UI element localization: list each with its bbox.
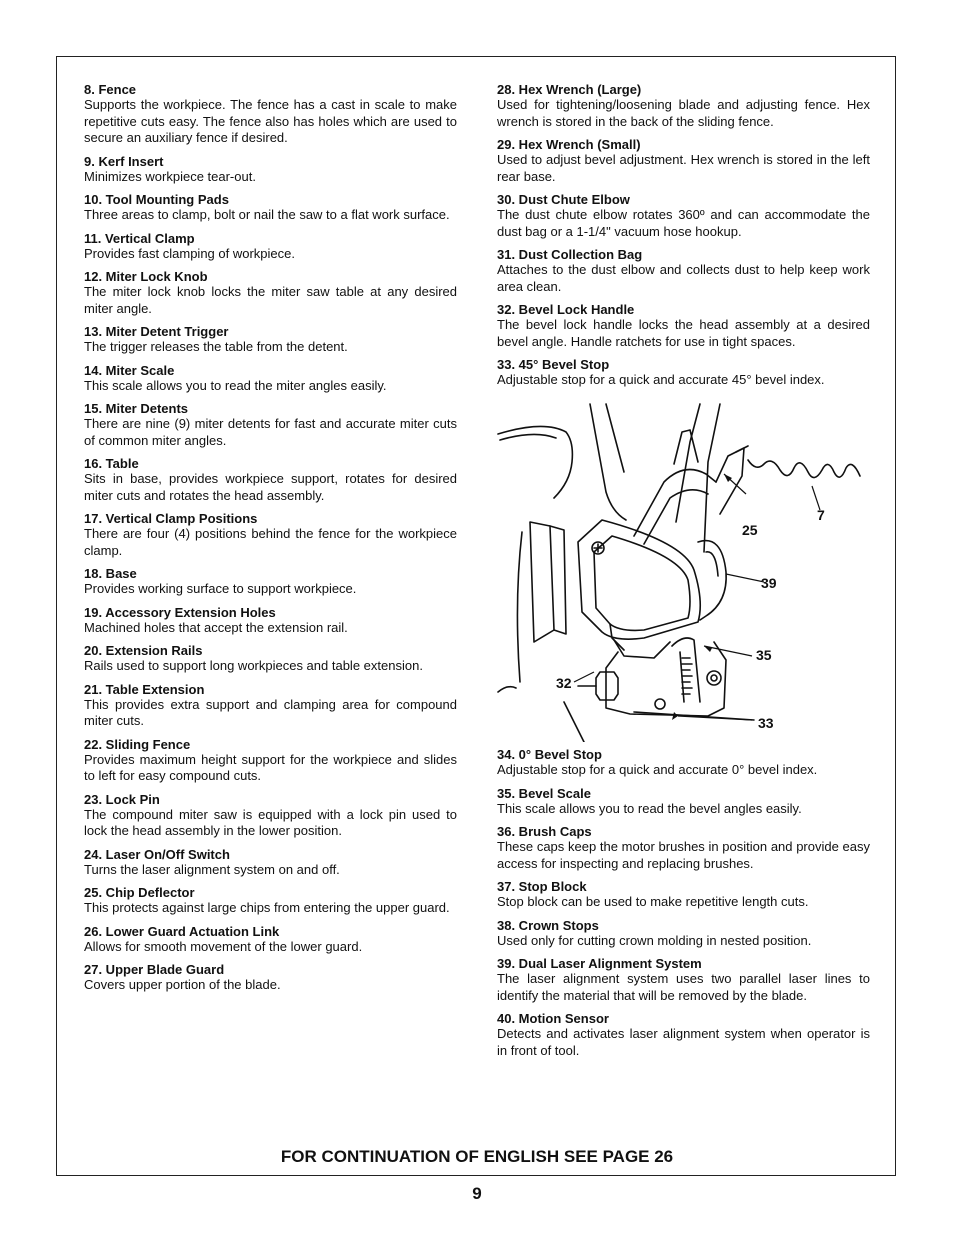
feature-description: Stop block can be used to make repetitive length cuts. <box>497 894 809 909</box>
feature-title: 28. Hex Wrench (Large) <box>497 82 642 97</box>
feature-title: 25. Chip Deflector <box>84 885 195 900</box>
feature-description: Turns the laser alignment system on and off. <box>84 861 340 877</box>
feature-title: 34. 0° Bevel Stop <box>497 747 602 762</box>
feature-description: Allows for smooth movement of the lower guard. <box>84 938 363 954</box>
feature-description: The laser alignment system uses two parallel laser lines to identify the material that will be removed by the blade. <box>497 971 870 1003</box>
feature-description: This protects against large chips from entering the upper guard. <box>84 900 450 915</box>
callout-32: 32 <box>556 675 572 691</box>
callout-35: 35 <box>756 647 772 663</box>
page-number: 9 <box>472 1184 482 1203</box>
feature-entry <box>497 357 870 389</box>
feature-description: Minimizes workpiece tear-out. <box>84 168 256 184</box>
feature-entry <box>84 566 457 598</box>
feature-title: 10. Tool Mounting Pads <box>84 192 229 207</box>
feature-description: Machined holes that accept the extension rail. <box>84 619 348 635</box>
feature-entry <box>84 792 457 840</box>
feature-entry <box>84 363 457 395</box>
feature-title: 40. Motion Sensor <box>497 1011 609 1026</box>
feature-entry <box>497 786 870 818</box>
feature-entry <box>497 137 870 185</box>
feature-title: 12. Miter Lock Knob <box>84 269 208 284</box>
feature-entry <box>497 747 870 779</box>
feature-title: 23. Lock Pin <box>84 791 160 807</box>
feature-entry <box>84 682 457 730</box>
feature-description: Covers upper portion of the blade. <box>84 977 281 992</box>
feature-title: 19. Accessory Extension Holes <box>84 604 276 620</box>
feature-description: Used only for cutting crown molding in nested position. <box>497 932 812 948</box>
feature-description: This scale allows you to read the miter angles easily. <box>84 377 387 393</box>
feature-entry <box>497 918 870 950</box>
feature-entry <box>84 847 457 879</box>
feature-description: The compound miter saw is equipped with a lock pin used to lock the head assembly in the lower position. <box>84 806 457 838</box>
feature-description: Sits in base, provides workpiece support, rotates for desired miter cuts and rotates the head assembly. <box>84 471 457 503</box>
feature-entry <box>84 82 457 147</box>
right-column-top <box>497 82 870 396</box>
bevel-assembly-illustration <box>494 402 874 742</box>
feature-title: 36. Brush Caps <box>497 824 592 839</box>
feature-entry <box>497 302 870 350</box>
feature-entry <box>497 824 870 872</box>
feature-entry <box>497 192 870 240</box>
feature-title: 11. Vertical Clamp <box>84 230 195 246</box>
feature-description: There are four (4) positions behind the fence for the workpiece clamp. <box>84 526 457 558</box>
feature-title: 16. Table <box>84 456 139 471</box>
feature-title: 21. Table Extension <box>84 681 205 697</box>
feature-entry <box>497 82 870 130</box>
feature-entry <box>84 737 457 785</box>
feature-title: 35. Bevel Scale <box>497 785 591 801</box>
feature-description: Attaches to the dust elbow and collects dust to help keep work area clean. <box>497 262 870 294</box>
feature-description: Provides fast clamping of workpiece. <box>84 245 295 261</box>
feature-description: Used to adjust bevel adjustment. Hex wrench is stored in the left rear base. <box>497 152 870 184</box>
callout-39: 39 <box>761 575 777 591</box>
feature-description: Rails used to support long workpieces and table extension. <box>84 658 423 673</box>
feature-title: 29. Hex Wrench (Small) <box>497 137 641 152</box>
feature-description: Used for tightening/loosening blade and adjusting fence. Hex wrench is stored in the back of the sliding fence. <box>497 97 870 129</box>
feature-title: 31. Dust Collection Bag <box>497 247 643 262</box>
feature-entry <box>84 511 457 559</box>
feature-entry <box>84 401 457 449</box>
feature-description: The miter lock knob locks the miter saw table at any desired miter angle. <box>84 284 457 316</box>
feature-description: These caps keep the motor brushes in position and provide easy access for inspecting and replacing brushes. <box>497 839 870 871</box>
feature-description: Three areas to clamp, bolt or nail the saw to a flat work surface. <box>84 207 450 222</box>
feature-title: 38. Crown Stops <box>497 917 599 933</box>
feature-title: 8. Fence <box>84 82 137 97</box>
feature-title: 37. Stop Block <box>497 879 587 894</box>
feature-entry <box>497 247 870 295</box>
feature-description: Detects and activates laser alignment system when operator is in front of tool. <box>497 1026 870 1058</box>
feature-entry <box>84 885 457 917</box>
feature-description: Provides maximum height support for the workpiece and slides to left for easy compound cuts. <box>84 751 457 783</box>
right-column-bottom <box>497 747 870 1066</box>
feature-title: 17. Vertical Clamp Positions <box>84 511 258 526</box>
feature-entry <box>84 324 457 356</box>
callout-25: 25 <box>742 522 758 538</box>
feature-title: 20. Extension Rails <box>84 643 203 658</box>
feature-title: 9. Kerf Insert <box>84 153 164 169</box>
feature-description: Provides working surface to support workpiece. <box>84 581 357 596</box>
feature-title: 33. 45° Bevel Stop <box>497 357 610 372</box>
feature-entry <box>84 269 457 317</box>
feature-description: Adjustable stop for a quick and accurate 0° bevel index. <box>497 762 818 777</box>
feature-title: 27. Upper Blade Guard <box>84 962 225 977</box>
feature-title: 22. Sliding Fence <box>84 736 191 752</box>
feature-description: The dust chute elbow rotates 360º and can accommodate the dust bag or a 1-1/4" vacuum hose hookup. <box>497 207 870 239</box>
saw-drawing <box>494 402 874 742</box>
feature-entry <box>497 956 870 1004</box>
feature-title: 18. Base <box>84 566 137 581</box>
feature-description: This scale allows you to read the bevel angles easily. <box>497 800 802 816</box>
feature-description: Adjustable stop for a quick and accurate 45° bevel index. <box>497 372 825 387</box>
feature-entry <box>84 605 457 637</box>
feature-entry <box>84 154 457 186</box>
feature-title: 14. Miter Scale <box>84 362 175 378</box>
feature-entry <box>497 1011 870 1059</box>
feature-entry <box>84 456 457 504</box>
feature-title: 13. Miter Detent Trigger <box>84 324 229 339</box>
feature-entry <box>84 643 457 675</box>
callout-7: 7 <box>817 507 825 523</box>
left-column <box>84 82 457 1001</box>
feature-description: The bevel lock handle locks the head assembly at a desired bevel angle. Handle ratchets for use in tight spaces. <box>497 317 870 349</box>
feature-entry <box>84 924 457 956</box>
feature-description: The trigger releases the table from the detent. <box>84 339 348 354</box>
feature-title: 24. Laser On/Off Switch <box>84 846 230 862</box>
feature-entry <box>84 192 457 224</box>
feature-description: There are nine (9) miter detents for fast and accurate miter cuts of common miter angles. <box>84 416 457 448</box>
feature-title: 15. Miter Detents <box>84 401 189 416</box>
feature-title: 39. Dual Laser Alignment System <box>497 956 702 971</box>
feature-entry <box>84 962 457 994</box>
callout-33: 33 <box>758 715 774 731</box>
feature-description: This provides extra support and clamping area for compound miter cuts. <box>84 696 457 728</box>
feature-title: 32. Bevel Lock Handle <box>497 302 635 317</box>
feature-entry <box>497 879 870 911</box>
feature-entry <box>84 231 457 263</box>
continuation-note: FOR CONTINUATION OF ENGLISH SEE PAGE 26 <box>280 1147 674 1166</box>
feature-title: 30. Dust Chute Elbow <box>497 192 630 207</box>
feature-title: 26. Lower Guard Actuation Link <box>84 923 280 939</box>
feature-description: Supports the workpiece. The fence has a cast in scale to make repetitive cuts easy. The fence also has holes which are used to secure an auxiliary fence if desired. <box>84 97 457 145</box>
